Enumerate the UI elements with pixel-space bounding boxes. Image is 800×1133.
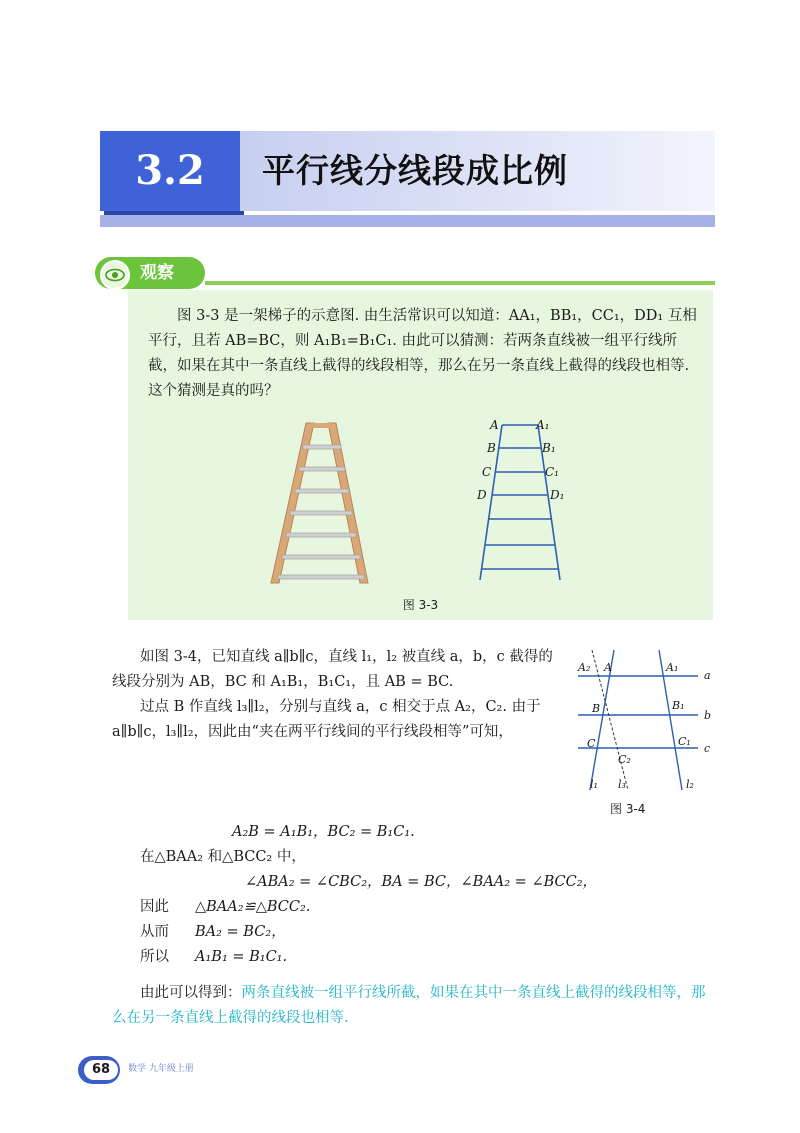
figure-3-4-caption: 图 3-4 (610, 802, 646, 816)
section-title-band (240, 131, 715, 211)
conclusion (112, 981, 717, 1031)
ladder-illustration (270, 420, 370, 585)
label-B: B (487, 441, 496, 455)
so-label: 所以 (140, 949, 169, 965)
fig34-label-A1: A₁ (666, 661, 679, 674)
ladder-diagram (470, 415, 580, 585)
eye-icon (100, 260, 130, 290)
fig34-label-B1: B₁ (672, 699, 685, 712)
label-D: D (477, 488, 487, 502)
paragraph-1: 如图 3-4，已知直线 a∥b∥c，直线 l₁，l₂ 被直线 a，b，c 截得的线段分别为 AB，BC 和 A₁B₁，B₁C₁，且 AB = BC. (112, 649, 553, 690)
figure-3-4-diagram (570, 645, 720, 795)
paragraph-2: 过点 B 作直线 l₃∥l₂，分别与直线 a，c 相交于点 A₂，C₂. 由于 a∥b∥c，l₃∥l₂，因此由“夹在两平行线间的平行线段相等”可知， (112, 699, 541, 740)
conclusion-highlight: 两条直线被一组平行线所截，如果在其中一条直线上截得的线段相等，那么在另一条直线上截得的线段也相等. (112, 985, 706, 1026)
observe-top-line (205, 281, 715, 285)
fig34-label-C2: C₂ (618, 753, 631, 766)
fig34-label-b: b (704, 709, 712, 722)
fig34-label-C1: C₁ (678, 735, 691, 748)
fig34-label-l3: l₃ (618, 778, 626, 791)
fig34-label-l2: l₂ (686, 778, 694, 791)
observe-paragraph: 图 3-3 是一架梯子的示意图. 由生活常识可以知道：AA₁，BB₁，CC₁，DD₁ 互相平行，且若 AB=BC，则 A₁B₁=B₁C₁. 由此可以猜测：若两条直线被一组平行线所截，如果在其中一条直线上截得的线段相等，那么在另一条直线上截得的线段也相等. 这个猜测是真的吗？ (148, 308, 697, 399)
header-underline-bar (100, 215, 715, 227)
conclusion-lead: 由此可以得到： (140, 985, 242, 1001)
fig34-label-A2: A₂ (578, 661, 591, 674)
hence-expression: △BAA₂≌△BCC₂. (195, 899, 311, 915)
thus-label: 从而 (140, 924, 169, 940)
label-A: A (490, 418, 499, 432)
fig34-label-l1: l₁ (590, 778, 598, 791)
label-C: C (482, 465, 492, 479)
equation-1: A₂B = A₁B₁，BC₂ = B₁C₁. (232, 824, 415, 840)
book-label: 数学 九年级上册 (128, 1064, 194, 1074)
fig34-label-A: A (604, 661, 612, 674)
fig34-label-c: c (704, 742, 711, 755)
fig34-label-a: a (704, 669, 711, 682)
main-text (112, 645, 557, 745)
fig34-label-C: C (587, 737, 596, 750)
so-expression: A₁B₁ = B₁C₁. (195, 949, 288, 965)
thus-expression: BA₂ = BC₂， (195, 924, 286, 940)
fig34-label-B: B (592, 702, 601, 715)
label-C1: C₁ (545, 465, 559, 479)
label-B1: B₁ (542, 441, 556, 455)
hence-label: 因此 (140, 899, 169, 915)
section-number-box (100, 131, 240, 211)
observe-label: 观察 (140, 263, 174, 283)
figure-3-3-caption: 图 3-3 (402, 598, 439, 612)
label-D1: D₁ (550, 488, 565, 502)
section-title: 平行线分线段成比例 (262, 151, 568, 190)
page-number: 68 (91, 1062, 111, 1077)
triangle-line: 在△BAA₂ 和△BCC₂ 中， (140, 849, 306, 865)
section-number: 3.2 (135, 147, 205, 194)
equation-2: ∠ABA₂ = ∠CBC₂，BA = BC，∠BAA₂ = ∠BCC₂， (245, 874, 598, 890)
label-A1: A₁ (536, 418, 550, 432)
